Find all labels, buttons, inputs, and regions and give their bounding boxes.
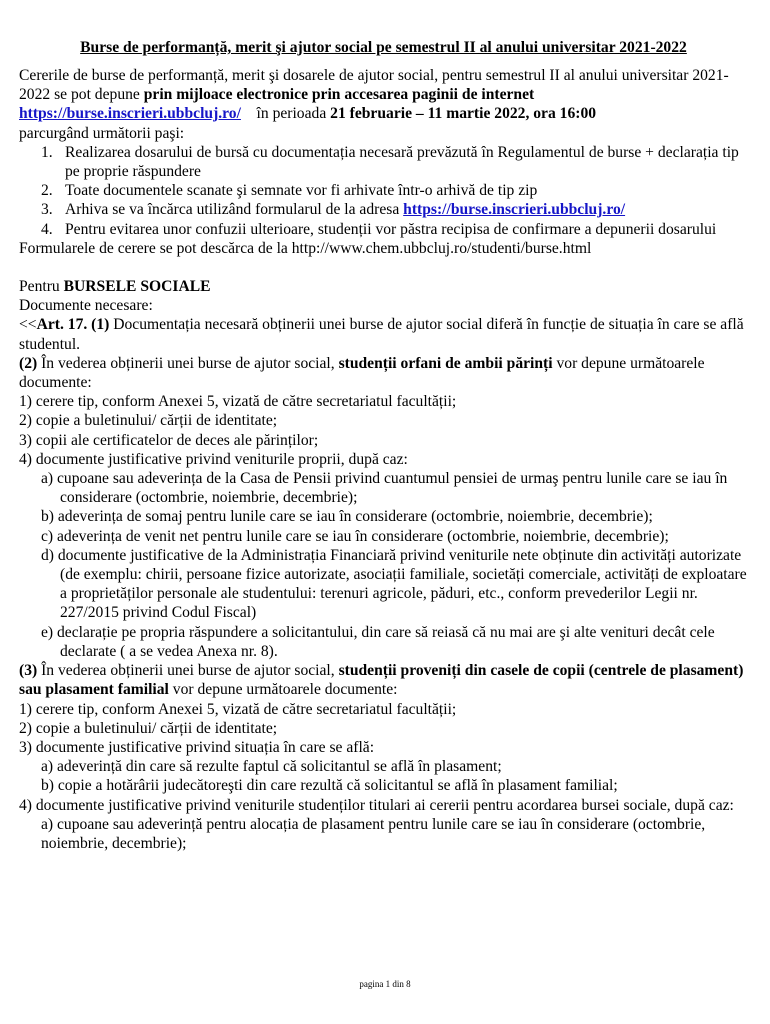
sub-list-item: a) cupoane sau adeverința de la Casa de Pensii privind cuantumul pensiei de urmaş pentru lunile care se iau în considerare (octombrie, noiembrie, decembrie); (41, 470, 728, 507)
social-heading-prefix: Pentru (19, 278, 64, 296)
step-number: 1. (41, 143, 53, 161)
list-item: 4) documente justificative privind veniturile proprii, după caz: (19, 450, 408, 468)
forms-download-line: Formularele de cerere se pot descărca de la http://www.chem.ubbcluj.ro/studenti/burse.html (19, 239, 592, 257)
intro-text: Cererile de burse de performanță, merit şi dosarele de ajutor social, pentru semestrul II al anului universitar 2021-2022 se pot depune (19, 67, 729, 104)
paragraph-tail: vor depune următoarele documente: (168, 681, 398, 699)
page-footer: pagina 1 din 8 (359, 979, 411, 989)
list-item: 2) copie a buletinului/ cărții de identitate; (19, 412, 278, 430)
step-text: Toate documentele scanate şi semnate vor fi arhivate într-o arhivă de tip zip (65, 182, 538, 200)
article-text: Documentația necesară obținerii unei burse de ajutor social diferă în funcție de situația în care se află studentul. (19, 316, 744, 353)
paragraph-bold-text: studenții orfani de ambii părinți (338, 354, 553, 372)
social-heading-bold: BURSELE SOCIALE (63, 278, 211, 296)
paragraph-text: În vederea obținerii unei burse de ajutor social, (37, 662, 339, 680)
intro-bold-text: prin mijloace electronice prin accesarea paginii de internet (143, 86, 535, 104)
list-item (19, 220, 748, 239)
sub-list-item: a) adeverință din care să rezulte faptul că solicitantul se află în plasament; (41, 758, 502, 776)
list-item: 4) documente justificative privind veniturile studenților titulari ai cererii pentru acordarea bursei sociale, după caz: (19, 796, 734, 814)
spacer (19, 258, 748, 277)
list-item (19, 200, 748, 219)
paragraph-number: (3) (19, 662, 38, 680)
sub-list-item: b) adeverința de somaj pentru lunile care se iau în considerare (octombrie, noiembrie, decembrie); (41, 508, 653, 526)
upload-form-link[interactable]: https://burse.inscrieri.ubbcluj.ro/ (403, 201, 626, 219)
steps-list (19, 143, 748, 239)
paragraph-2 (19, 354, 748, 392)
list-item (19, 143, 748, 181)
intro-period-text: în perioada (252, 105, 331, 123)
social-heading (19, 277, 748, 296)
step-number: 3. (41, 201, 53, 219)
sub-list-item: b) copie a hotărârii judecătoreşti din care rezultă că solicitantul se află în plasament familial; (41, 777, 618, 795)
paragraph-number: (2) (19, 354, 38, 372)
paragraph-bold-text: studenții proveniți din casele de copii (centrele de plasament) sau plasament familial (19, 662, 744, 699)
sub-list-item: d) documente justificative de la Administrația Financiară privind veniturile nete obținute din activități autorizate (de exemplu: chirii, persoane fizice autorizate, asociații familiale, societăți comerciale, activități de exploatare a proprietăților personale ale studentului: terenuri agricole, păduri, etc., conform prevederilor Legii nr. 227/2015 privind Codul Fiscal) (41, 546, 747, 622)
step-number: 2. (41, 182, 53, 200)
intro-paragraph (19, 66, 748, 143)
list-item: 1) cerere tip, conform Anexei 5, vizată de către secretariatul facultății; (19, 393, 457, 411)
registration-link[interactable]: https://burse.inscrieri.ubbcluj.ro/ (19, 105, 241, 123)
intro-steps-lead: parcurgând următorii paşi: (19, 124, 185, 142)
list-item: 3) documente justificative privind situația în care se află: (19, 738, 375, 756)
document-title: Burse de performanță, merit şi ajutor social pe semestrul II al anului universitar 2021-2022 (80, 39, 687, 56)
list-item (19, 181, 748, 200)
step-number: 4. (41, 220, 53, 238)
sub-list-item: e) declarație pe propria răspundere a solicitantului, din care să reiasă că nu mai are şi alte venituri decât cele declarate ( a se vedea Anexa nr. 8). (41, 623, 715, 660)
paragraph-3 (19, 661, 748, 699)
paragraph-tail: vor depune următoarele documente: (19, 354, 705, 392)
list-item: 3) copii ale certificatelor de deces ale părinților; (19, 431, 319, 449)
article-prefix: << (19, 316, 37, 334)
sub-list-item: a) cupoane sau adeverință pentru alocația de plasament pentru lunile care se iau în considerare (octombrie, noiembrie, decembrie); (41, 815, 706, 852)
article-number: Art. 17. (1) (36, 316, 110, 334)
step-text-part: Arhiva se va încărca utilizând formularul de la adresa (65, 201, 404, 219)
step-text: Realizarea dosarului de bursă cu documentația necesară prevăzută în Regulamentul de burse + declarația tip pe proprie răspundere (65, 143, 739, 181)
intro-deadline: 21 februarie – 11 martie 2022, ora 16:00 (330, 105, 597, 123)
list-item: 1) cerere tip, conform Anexei 5, vizată de către secretariatul facultății; (19, 700, 457, 718)
step-text (65, 200, 748, 219)
paragraph-text: În vederea obținerii unei burse de ajutor social, (37, 354, 339, 372)
list-item: 2) copie a buletinului/ cărții de identitate; (19, 719, 278, 737)
step-text: Pentru evitarea unor confuzii ulterioare, studenții vor păstra recipisa de confirmare a depunerii dosarului (65, 220, 717, 238)
sub-list-item: c) adeverința de venit net pentru lunile care se iau în considerare (octombrie, noiembrie, decembrie); (41, 527, 669, 545)
documents-required-label: Documente necesare: (19, 297, 153, 315)
article-17-paragraph (19, 315, 748, 353)
